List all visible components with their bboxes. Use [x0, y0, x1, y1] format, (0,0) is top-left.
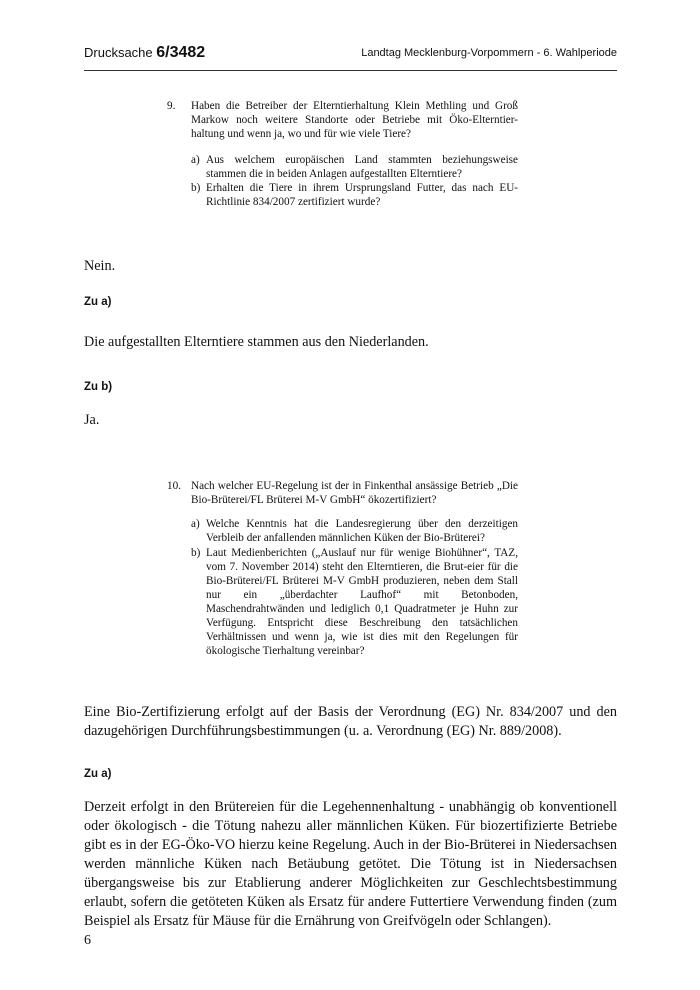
- subheading: Zu a): [84, 296, 112, 308]
- subheading: Zu b): [84, 381, 113, 393]
- answer-text: Ja.: [84, 412, 100, 428]
- sub-text: Aus welchem europäischen Land stammten beziehungsweise stammen die in beiden Anlagen aufgestallten Elterntiere?: [206, 154, 518, 180]
- question-number: 10.: [167, 480, 181, 492]
- answer-text: Derzeit erfolgt in den Brütereien für die Legehennenhaltung - unabhängig ob konventionell oder ökologisch - die Tötung nahezu aller männlichen Küken. Für biozertifizierte Betriebe gibt es in der EG-Öko-VO hierzu keine Regelung. Auch in der Bio-Brüterei in Niedersachsen werden männliche Küken nach Betäubung getötet. Die Tötung ist in Niedersachsen übergangsweise bis zur Etablierung anderer Möglichkeiten zur Geschlechtsbestimmung erlaubt, sofern die getöteten Küken als Ersatz für andere Futtertiere Verwendung finden (zum Beispiel als Ersatz für Mäuse für die Ernährung von Greifvögeln oder Schlangen).: [84, 799, 617, 929]
- document-number: [84, 44, 205, 62]
- subheading: Zu a): [84, 768, 112, 780]
- answer-text: Eine Bio-Zertifizierung erfolgt auf der Basis der Verordnung (EG) Nr. 834/2007 und den dazugehörigen Durchführungsbestimmungen (u. a. Verordnung (EG) Nr. 889/2008).: [84, 704, 617, 739]
- question-number: 9.: [167, 100, 176, 112]
- sub-label: a): [191, 518, 200, 530]
- document-number-value: 6/3482: [156, 44, 206, 61]
- answer-text: Die aufgestallten Elterntiere stammen aus den Niederlanden.: [84, 334, 429, 350]
- sub-label: b): [191, 547, 201, 559]
- sub-text: Welche Kenntnis hat die Landesregierung über den derzeitigen Verbleib der anfallenden männlichen Küken der Bio-Brüterei?: [206, 518, 518, 544]
- question-text: Nach welcher EU-Regelung ist der in Finkenthal ansässige Betrieb „Die Bio-Brüterei/FL Brüterei M-V GmbH“ ökozertifiziert?: [191, 480, 518, 506]
- page-number: 6: [84, 933, 91, 948]
- sub-text: Erhalten die Tiere in ihrem Ursprungsland Futter, das nach EU-Richtlinie 834/2007 zertifiziert wurde?: [206, 182, 518, 208]
- sub-label: a): [191, 154, 200, 166]
- sub-label: b): [191, 182, 201, 194]
- sub-text: Laut Medienberichten („Auslauf nur für wenige Biohühner“, TAZ, vom 7. November 2014) steht den Elterntieren, die Brut-eier für die Bio-Brüterei/FL Brüterei M-V GmbH produzieren, neben dem Stall nur ein „überdachter Laufhof“ mit Betonboden, Maschendrahtwänden und lediglich 0,1 Quadratmeter je Huhn zur Verfügung. Entspricht diese Beschreibung den tatsächlichen Verhältnissen und wenn ja, wie ist dies mit den Regelungen für ökologische Tierhaltung vereinbar?: [206, 547, 518, 657]
- question-text: Haben die Betreiber der Elterntierhaltung Klein Methling und Groß Markow noch weitere Standorte oder Betriebe mit Öko-Elterntier-haltung und wenn ja, wo und für wie viele Tiere?: [191, 100, 518, 140]
- page-header: [84, 40, 617, 71]
- question-10: [167, 479, 518, 659]
- question-9: [167, 99, 518, 211]
- answer-text: Nein.: [84, 258, 116, 274]
- parliament-label: Landtag Mecklenburg-Vorpommern - 6. Wahlperiode: [361, 47, 617, 59]
- document-prefix: Drucksache: [84, 45, 157, 60]
